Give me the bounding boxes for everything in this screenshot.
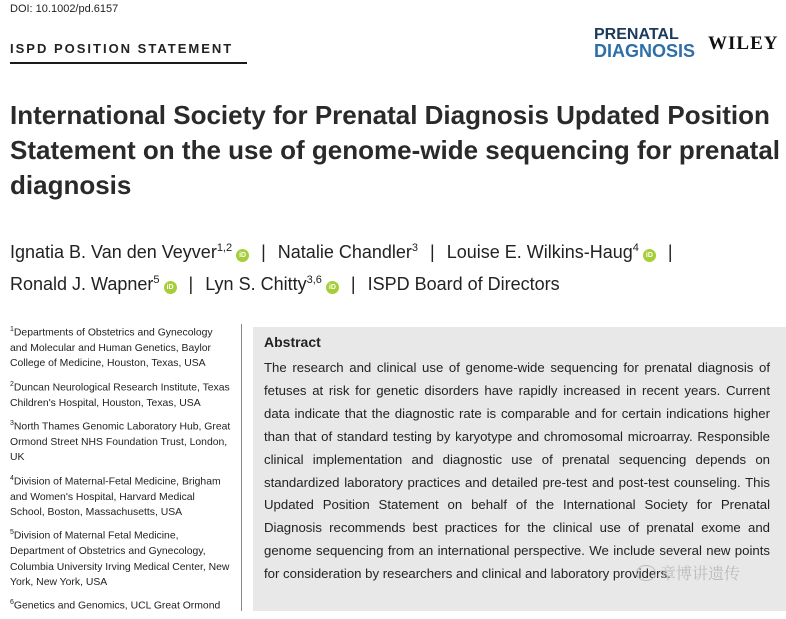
orcid-icon[interactable]: iD xyxy=(164,281,177,294)
affiliation-number: 5 xyxy=(10,529,14,537)
author-affiliation-sup: 3 xyxy=(411,242,418,254)
author-name: ISPD Board of Directors xyxy=(367,274,560,294)
affiliation-list xyxy=(10,322,232,619)
author-name: Louise E. Wilkins-Haug xyxy=(446,242,633,262)
affiliation-text: Division of Maternal-Fetal Medicine, Brigham and Women's Hospital, Harvard Medical School, Boston, Massachusetts, USA xyxy=(10,476,221,518)
author-separator: | xyxy=(430,242,435,262)
orcid-icon[interactable]: iD xyxy=(643,249,656,262)
affiliation xyxy=(10,595,232,614)
author xyxy=(447,242,656,262)
author-separator: | xyxy=(667,242,673,262)
affiliation-number: 4 xyxy=(10,474,14,482)
author-separator: | xyxy=(261,242,266,262)
affiliation xyxy=(10,322,232,372)
author-affiliation-sup: 4 xyxy=(632,242,639,254)
author-separator: | xyxy=(350,274,356,294)
author xyxy=(10,242,249,262)
author-name: Ronald J. Wapner xyxy=(10,274,154,294)
affiliation-number: 1 xyxy=(10,326,14,333)
author xyxy=(278,242,418,262)
paper-title: International Society for Prenatal Diagnosis Updated Position Statement on the use of genome-wide sequencing for prenatal diagnosis xyxy=(10,100,780,200)
watermark xyxy=(636,561,740,584)
affiliation-number: 2 xyxy=(10,380,14,388)
abstract-text: The research and clinical use of genome-wide sequencing for prenatal diagnosis of fetuses at risk for genetic disorders have rapidly increased in recent years. Current data indicate that the diagnostic rate is comparable and for certain indications higher than that of standard testing by karyotype and chromosomal microarray. Responsible clinical implementation and diagnostic use of prenatal sequencing depends on standardized laboratory practices and detailed pre-test and post-test counseling. This Updated Position Statement on behalf of the International Society for Prenatal Diagnosis recommends best practices for the clinical use of prenatal exome and genome sequencing from an international perspective. We include several new points for consideration by researchers and clinical and laboratory providers. xyxy=(264,360,770,582)
author-affiliation-sup: 5 xyxy=(153,274,160,286)
affiliation-text: Genetics and Genomics, UCL Great Ormond xyxy=(13,600,221,612)
orcid-icon[interactable]: iD xyxy=(326,281,339,294)
wechat-icon xyxy=(636,565,656,581)
affiliation-number: 6 xyxy=(10,599,14,607)
affiliation xyxy=(10,416,232,466)
affiliation-text: North Thames Genomic Laboratory Hub, Great Ormond Street NHS Foundation Trust, London, UK xyxy=(10,421,231,464)
author xyxy=(10,274,177,294)
author-name: Ignatia B. Van den Veyver xyxy=(10,242,217,262)
author-name: Lyn S. Chitty xyxy=(205,274,307,294)
section-label: ISPD POSITION STATEMENT xyxy=(10,41,234,56)
affiliation-number: 3 xyxy=(10,419,14,427)
affiliation-text: Departments of Obstetrics and Gynecology and Molecular and Human Genetics, Baylor College of Medicine, Houston, Texas, USA xyxy=(10,327,213,370)
author-list xyxy=(10,234,780,298)
affiliation xyxy=(10,525,232,590)
journal-logo xyxy=(594,27,704,59)
column-divider xyxy=(241,324,242,611)
author-affiliation-sup: 3,6 xyxy=(306,274,322,286)
author xyxy=(205,274,339,294)
section-rule xyxy=(10,62,247,64)
watermark-text: 章博讲遗传 xyxy=(660,566,741,583)
author-separator: | xyxy=(188,274,194,294)
affiliation xyxy=(10,471,232,521)
journal-logo-line1: PRENATAL xyxy=(594,26,679,43)
publisher-logo: WILEY xyxy=(708,33,779,54)
abstract-heading: Abstract xyxy=(264,334,321,350)
affiliation-text: Division of Maternal Fetal Medicine, Department of Obstetrics and Gynecology, Columbia University Irving Medical Center, New York, New York, USA xyxy=(10,530,230,589)
author-name: Natalie Chandler xyxy=(277,242,412,262)
affiliation xyxy=(10,377,232,411)
author-affiliation-sup: 1,2 xyxy=(216,242,233,254)
orcid-icon[interactable]: iD xyxy=(236,249,249,262)
author xyxy=(368,274,560,294)
doi: DOI: 10.1002/pd.6157 xyxy=(10,3,119,15)
affiliation-text: Duncan Neurological Research Institute, Texas Children's Hospital, Houston, Texas, USA xyxy=(10,382,230,409)
journal-logo-line2: DIAGNOSIS xyxy=(594,41,696,61)
